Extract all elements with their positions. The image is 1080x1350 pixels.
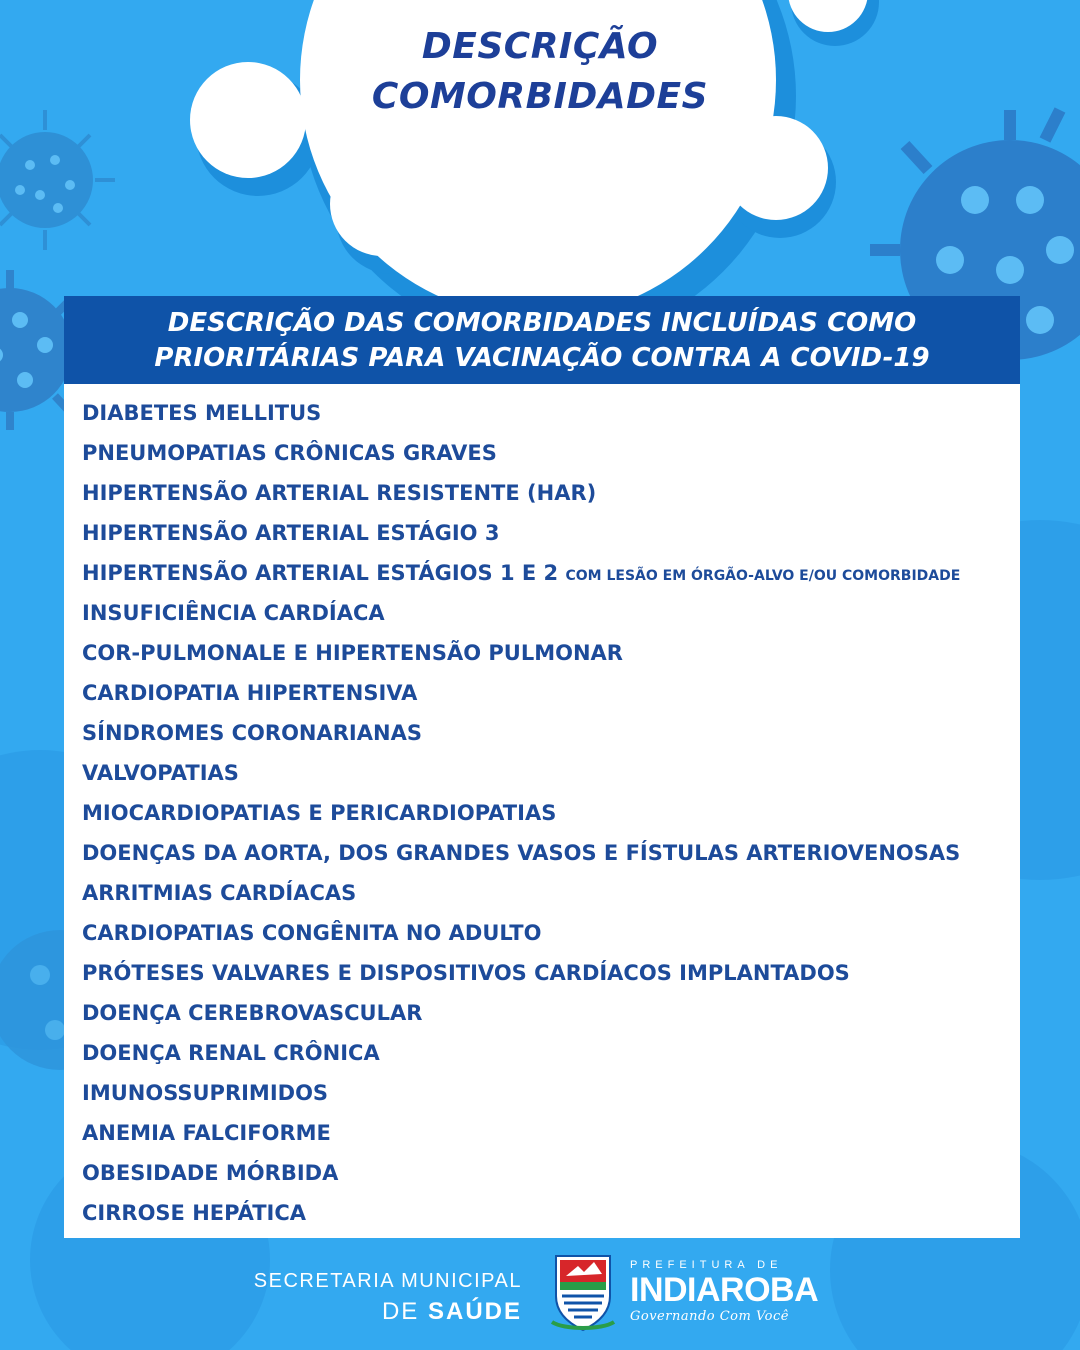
list-item: IMUNOSSUPRIMIDOS xyxy=(82,1081,329,1105)
section-header-line-2: PRIORITÁRIAS PARA VACINAÇÃO CONTRA A COVID-19 xyxy=(154,343,930,373)
list-item: DOENÇAS DA AORTA, DOS GRANDES VASOS E FÍSTULAS ARTERIOVENOSAS xyxy=(82,841,961,865)
list-item: ARRITMIAS CARDÍACAS xyxy=(82,881,357,905)
list-item: MIOCARDIOPATIAS E PERICARDIOPATIAS xyxy=(82,801,557,825)
list-item: HIPERTENSÃO ARTERIAL ESTÁGIO 3 xyxy=(82,521,500,545)
list-item: ANEMIA FALCIFORME xyxy=(82,1121,331,1145)
section-header-text xyxy=(64,306,1020,376)
list-item: CIRROSE HEPÁTICA xyxy=(82,1201,307,1225)
prefeitura-label: PREFEITURA DE xyxy=(630,1259,783,1271)
list-item: PNEUMOPATIAS CRÔNICAS GRAVES xyxy=(82,441,497,465)
title-line-1: DESCRIÇÃO xyxy=(421,26,659,67)
list-item: DOENÇA CEREBROVASCULAR xyxy=(82,1001,423,1025)
city-name: INDIAROBA xyxy=(630,1271,819,1309)
title-line-2: COMORBIDADES xyxy=(371,76,709,117)
section-header-line-1: DESCRIÇÃO DAS COMORBIDADES INCLUÍDAS COMO xyxy=(167,308,917,338)
secretaria-line-2: DE SAÚDE xyxy=(381,1298,522,1325)
comorbidities-list xyxy=(82,396,960,1236)
virus-icon xyxy=(0,110,115,250)
list-item: COR-PULMONALE E HIPERTENSÃO PULMONAR xyxy=(82,641,623,665)
list-item: HIPERTENSÃO ARTERIAL ESTÁGIOS 1 E 2 COM LESÃO EM ÓRGÃO-ALVO E/OU COMORBIDADE xyxy=(82,561,961,585)
list-item: SÍNDROMES CORONARIANAS xyxy=(82,721,422,745)
list-item: INSUFICIÊNCIA CARDÍACA xyxy=(82,601,385,625)
list-item: VALVOPATIAS xyxy=(82,761,239,785)
section-header xyxy=(64,296,1020,384)
slogan: Governando Com Você xyxy=(630,1309,789,1324)
municipal-crest-icon xyxy=(550,1250,616,1332)
list-item: HIPERTENSÃO ARTERIAL RESISTENTE (HAR) xyxy=(82,481,597,505)
list-item: DIABETES MELLITUS xyxy=(82,401,322,425)
secretaria-line-1: SECRETARIA MUNICIPAL xyxy=(253,1270,522,1292)
comorbidities-panel xyxy=(64,384,1020,1238)
list-item: PRÓTESES VALVARES E DISPOSITIVOS CARDÍACOS IMPLANTADOS xyxy=(82,961,850,985)
list-item: CARDIOPATIA HIPERTENSIVA xyxy=(82,681,418,705)
list-item: OBESIDADE MÓRBIDA xyxy=(82,1161,339,1185)
page-title xyxy=(330,22,750,122)
list-item: CARDIOPATIAS CONGÊNITA NO ADULTO xyxy=(82,921,542,945)
list-item-detail: COM LESÃO EM ÓRGÃO-ALVO E/OU COMORBIDADE xyxy=(565,568,961,584)
prefeitura-logo-text xyxy=(630,1258,819,1326)
list-item: DOENÇA RENAL CRÔNICA xyxy=(82,1041,380,1065)
secretaria-logo-text xyxy=(240,1266,522,1328)
